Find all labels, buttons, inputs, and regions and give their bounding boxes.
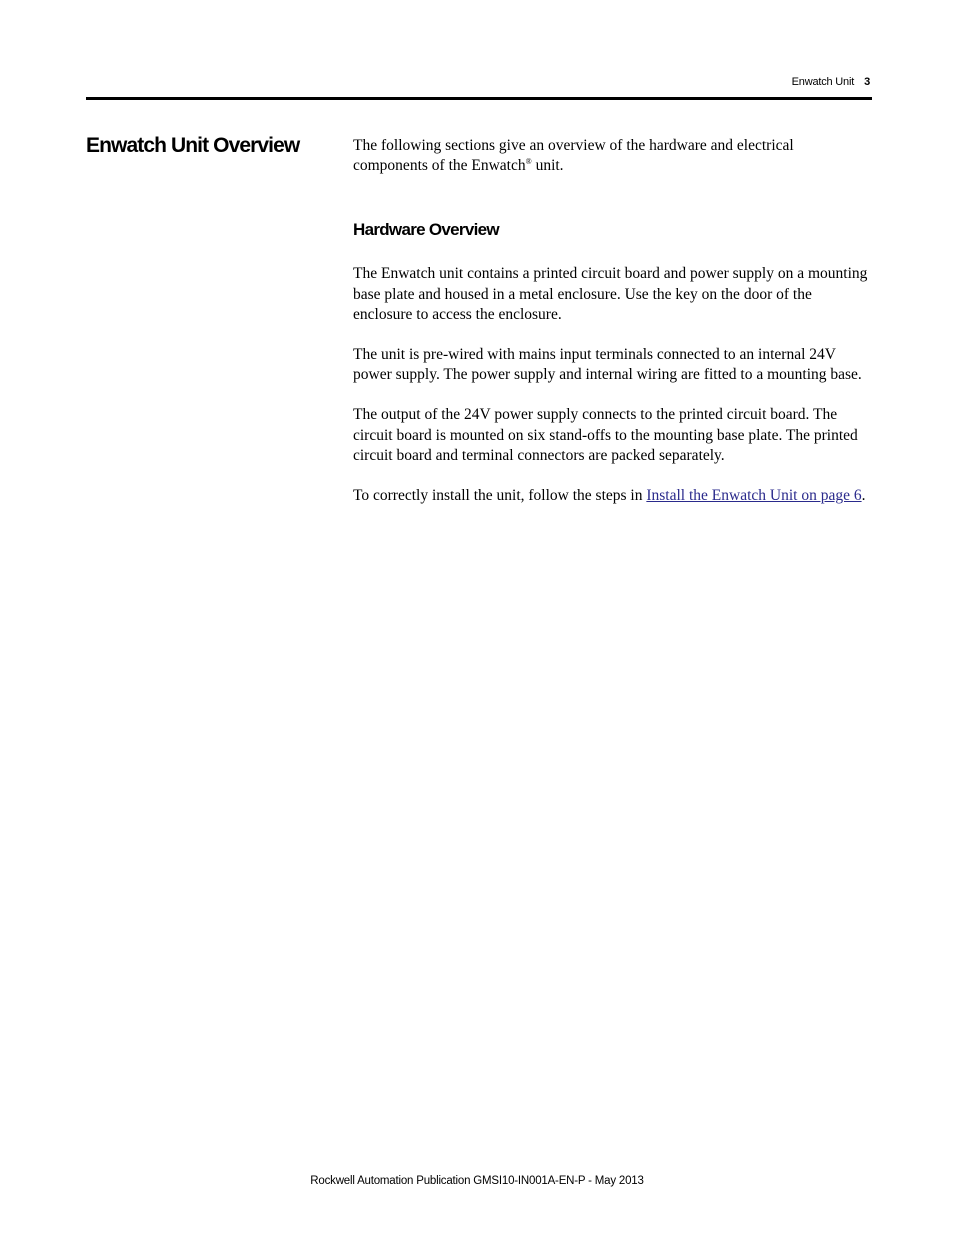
- install-unit-link[interactable]: Install the Enwatch Unit on page 6: [646, 487, 862, 505]
- intro-paragraph: [353, 136, 872, 176]
- intro-text: The following sections give an overview of the hardware and electrical components of the Enwatch: [353, 137, 794, 175]
- hardware-paragraph-1: The Enwatch unit contains a printed circuit board and power supply on a mounting base plate and housed in a metal enclosure. Use the key on the door of the enclosure to access the enclosure.: [353, 265, 868, 323]
- header-rule: [86, 97, 872, 100]
- page-number: 3: [864, 76, 870, 88]
- hardware-paragraph-3: The output of the 24V power supply connects to the printed circuit board. The circuit board is mounted on six stand-offs to the mounting base plate. The printed circuit board and terminal connectors are packed separately.: [353, 406, 858, 464]
- install-text: To correctly install the unit, follow the steps in: [353, 487, 647, 505]
- body-column: [353, 136, 872, 526]
- footer-publication: Rockwell Automation Publication GMSI10-IN001A-EN-P - May 2013: [310, 1175, 644, 1187]
- hardware-paragraph-2: The unit is pre-wired with mains input terminals connected to an internal 24V power supply. The power supply and internal wiring are fitted to a mounting base.: [353, 346, 862, 384]
- install-paragraph: [353, 486, 872, 506]
- running-header: [792, 76, 870, 88]
- intro-text-end: unit.: [531, 157, 564, 175]
- running-title: Enwatch Unit: [791, 76, 855, 88]
- registered-mark: ®: [525, 157, 532, 167]
- section-title: Enwatch Unit Overview: [86, 134, 300, 157]
- hardware-overview-heading: Hardware Overview: [353, 220, 499, 240]
- install-text-end: .: [861, 487, 866, 505]
